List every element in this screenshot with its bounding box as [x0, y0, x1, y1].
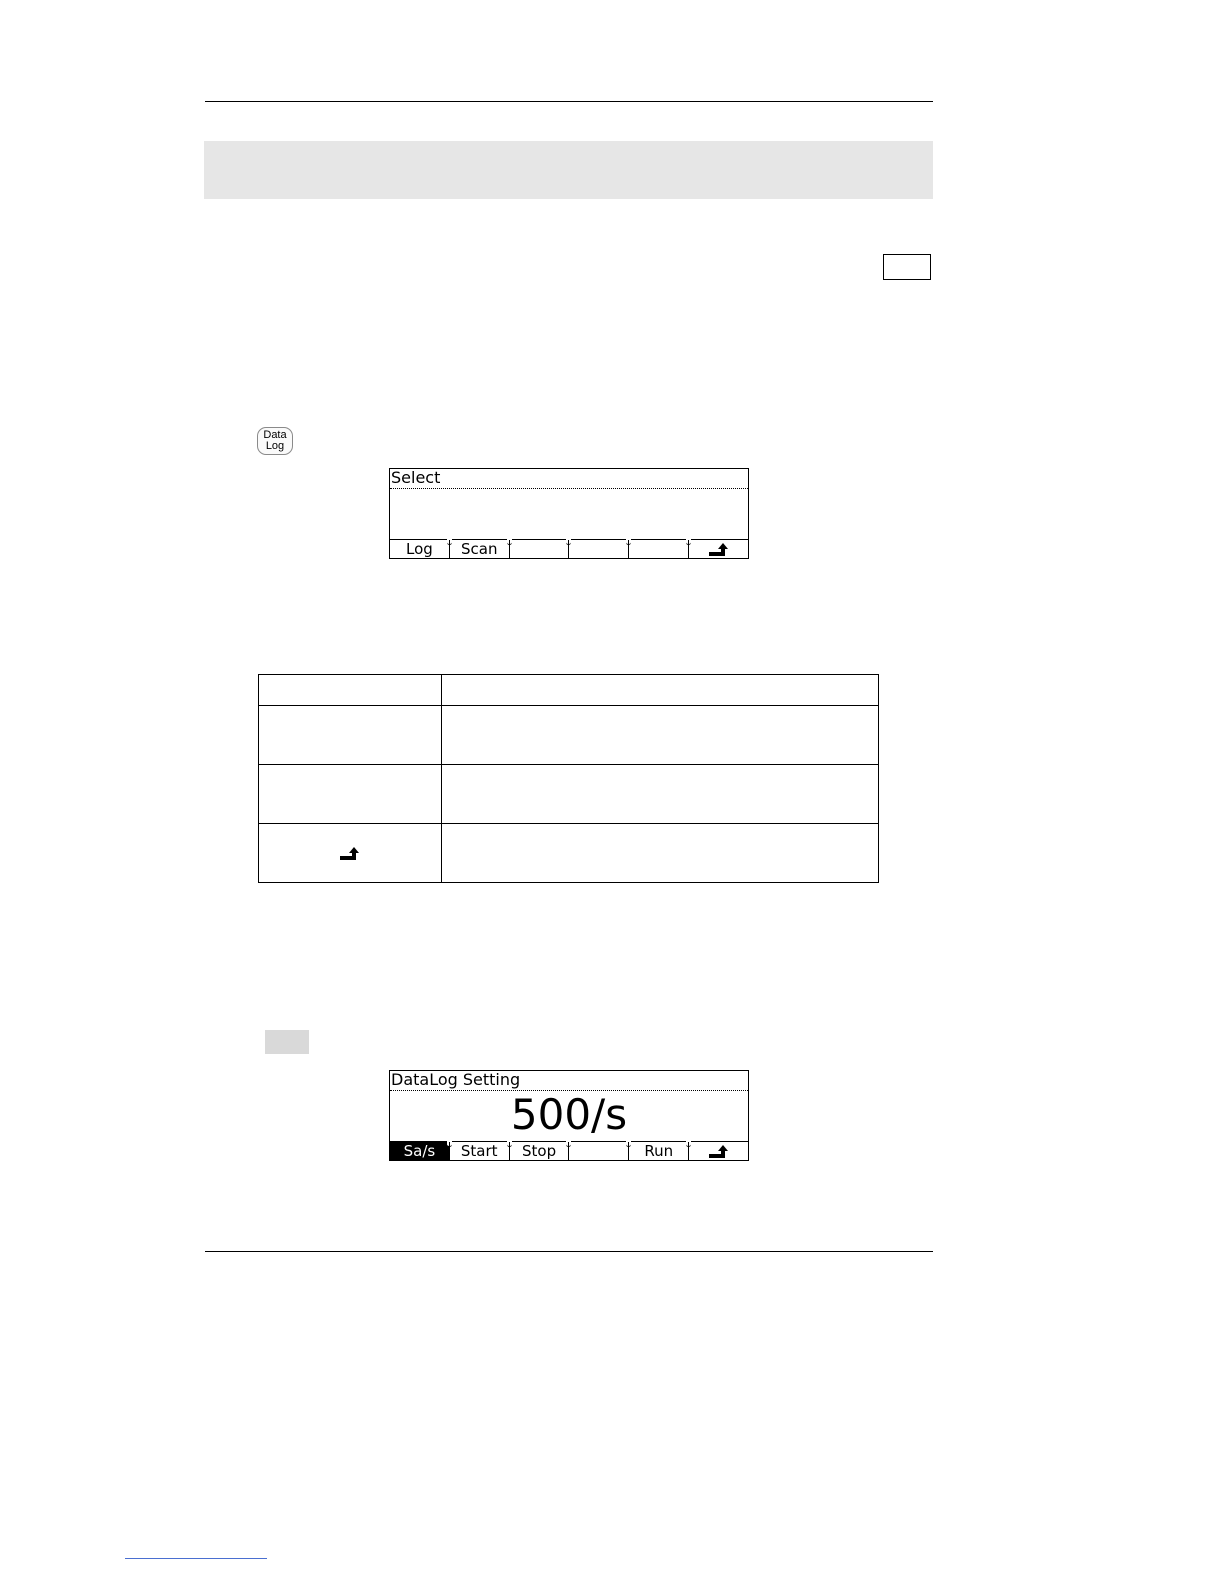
return-arrow-icon — [708, 543, 730, 557]
lcd-title: Select — [391, 468, 441, 487]
lcd-screen-select — [389, 468, 749, 559]
softkey-bar — [390, 539, 748, 558]
softkey-run[interactable]: Run — [628, 1142, 688, 1160]
table-row — [259, 824, 879, 883]
softkey-return[interactable] — [688, 540, 748, 558]
sample-rate-value: 500/s — [510, 1090, 628, 1139]
table-cell-menu — [259, 706, 442, 765]
key-reference-box — [883, 254, 931, 280]
table-cell-description — [442, 706, 879, 765]
lcd-screen-datalog-setting — [389, 1070, 749, 1161]
table-cell-menu — [259, 765, 442, 824]
table-row — [259, 675, 879, 706]
softkey-empty-5[interactable] — [628, 540, 688, 558]
datalog-key-line-1: Data — [263, 429, 287, 441]
softkey-stop[interactable]: Stop — [509, 1142, 569, 1160]
datalog-key-line-2: Log — [265, 440, 285, 452]
softkey-start[interactable]: Start — [449, 1142, 509, 1160]
highlighted-key-chip — [265, 1030, 309, 1054]
softkey-sample-rate[interactable]: Sa/s — [390, 1142, 449, 1160]
table-cell-description — [442, 675, 879, 706]
table-cell-description — [442, 824, 879, 883]
softkey-bar — [390, 1141, 748, 1160]
softkey-empty-3[interactable] — [509, 540, 569, 558]
softkey-return[interactable] — [688, 1142, 748, 1160]
datalog-key-icon — [257, 427, 293, 455]
lcd-title: DataLog Setting — [391, 1070, 521, 1089]
return-arrow-icon — [339, 847, 361, 861]
return-arrow-icon — [708, 1145, 730, 1159]
menu-description-table — [258, 674, 879, 883]
table-cell-menu-return — [259, 824, 442, 883]
table-cell-description — [442, 765, 879, 824]
softkey-log[interactable]: Log — [390, 540, 449, 558]
softkey-empty-4[interactable] — [568, 1142, 628, 1160]
bottom-link-underline[interactable] — [125, 1558, 267, 1559]
section-heading-band — [204, 141, 933, 199]
table-row — [259, 765, 879, 824]
footer-rule — [205, 1251, 933, 1252]
softkey-scan[interactable]: Scan — [449, 540, 509, 558]
header-rule — [205, 101, 933, 102]
table-cell-menu — [259, 675, 442, 706]
table-row — [259, 706, 879, 765]
softkey-empty-4[interactable] — [568, 540, 628, 558]
lcd-divider — [390, 488, 748, 489]
